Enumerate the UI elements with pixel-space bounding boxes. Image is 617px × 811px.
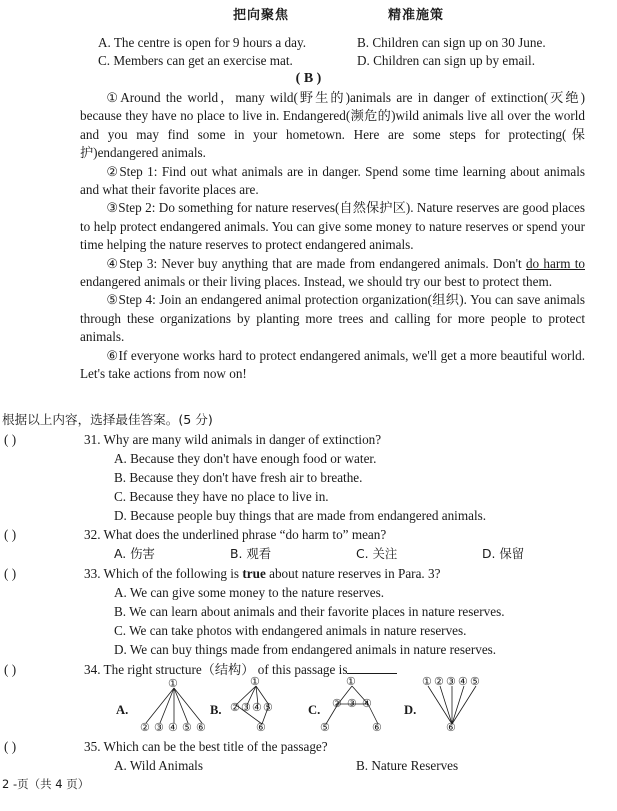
q32-option-d: D. 保留 — [482, 546, 525, 561]
q31-option-a: A. Because they don't have enough food or water. — [114, 451, 377, 466]
structure-label-a: A. — [116, 703, 129, 717]
diagram-b-node-5: ⑤ — [263, 702, 273, 714]
answer-blank-32[interactable]: ( ) — [4, 527, 17, 542]
answer-blank-35[interactable]: ( ) — [4, 739, 17, 754]
question-31-text: 31. Why are many wild animals in danger of extinction? — [84, 432, 382, 447]
diagram-a-node-4: ④ — [168, 722, 178, 734]
q35-option-b: B. Nature Reserves — [356, 758, 459, 773]
diagram-c-node-2: ② — [332, 698, 342, 710]
paragraph-4: ④Step 3: Never buy anything that are made from endangered animals. Don't do harm to endangered animals or their living places. Instead, we should try our best to protect them. — [80, 255, 585, 290]
paragraph-1: ①Around the world，many wild(野生的)animals are in danger of extinction(灭绝) because they have no place to live in. Endangered(濒危的)wild animals live all over the world and you may find some in your hometown. Here are some steps for protecting(保护)endangered animals. — [80, 90, 585, 161]
diagram-b-node-4: ④ — [252, 702, 262, 714]
paragraph-5: ⑤Step 4: Join an endangered animal protection organization(组织). You can save animals through these organizations by planting more trees and calling for more people to protect animals. — [80, 292, 585, 345]
diagram-c-node-4: ④ — [362, 698, 372, 710]
paragraph-3: ③Step 2: Do something for nature reserves(自然保护区). Nature reserves are good places to help protect endangered animals. You can give some money to nature reserves or spend your time helping the nature reserves to protect endangered animals. — [80, 200, 585, 253]
diagram-d-node-6: ⑥ — [446, 722, 456, 734]
question-35 — [4, 738, 604, 757]
question-31 — [4, 431, 604, 450]
q32-option-b: B. 观看 — [230, 546, 272, 561]
diagram-d-node-2: ② — [434, 676, 444, 688]
instructions: 根据以上内容，选择最佳答案。(5 分) — [2, 412, 213, 427]
paragraph-2: ②Step 1: Find out what animals are in danger. Spend some time learning about animals and what their favorite places are. — [80, 163, 585, 198]
prev-option-b: B. Children can sign up on 30 June. — [357, 35, 546, 50]
page-header — [0, 6, 617, 26]
prev-options-row-2 — [0, 52, 617, 71]
diagram-c-node-5: ⑤ — [320, 722, 330, 734]
diagram-d-node-5: ⑤ — [470, 676, 480, 688]
underlined-phrase: do harm to — [525, 255, 585, 271]
header-right-text: 精准施策 — [388, 7, 445, 22]
prev-option-a: A. The centre is open for 9 hours a day. — [98, 35, 307, 50]
diagram-b-node-1: ① — [250, 676, 260, 688]
diagram-d-node-1: ① — [422, 676, 432, 688]
question-32-text: 32. What does the underlined phrase “do harm to” mean? — [84, 527, 387, 542]
answer-line-34 — [347, 661, 397, 674]
question-32 — [4, 526, 604, 545]
q31-option-d: D. Because people buy things that are made from endangered animals. — [114, 508, 487, 523]
prev-option-c: C. Members can get an exercise mat. — [98, 53, 293, 68]
q33-option-b: B. We can learn about animals and their favorite places in nature reserves. — [114, 604, 505, 619]
diagram-b-node-6: ⑥ — [256, 722, 266, 734]
diagram-a-node-5: ⑤ — [182, 722, 192, 734]
structure-label-d: D. — [404, 703, 417, 717]
q31-option-b: B. Because they don't have fresh air to breathe. — [114, 470, 363, 485]
question-33-text: 33. Which of the following is true about nature reserves in Para. 3? — [84, 566, 441, 581]
q35-option-a: A. Wild Animals — [114, 758, 203, 773]
diagram-b-node-3: ③ — [241, 702, 251, 714]
diagram-c-node-6: ⑥ — [372, 722, 382, 734]
diagram-b-node-2: ② — [230, 702, 240, 714]
q31-option-c: C. Because they have no place to live in. — [114, 489, 329, 504]
q33-option-d: D. We can buy things made from endangered animals in nature reserves. — [114, 642, 497, 657]
answer-blank-31[interactable]: ( ) — [4, 432, 17, 447]
diagram-a-node-2: ② — [140, 722, 150, 734]
diagram-a-node-3: ③ — [154, 722, 164, 734]
q32-option-a: A. 伤害 — [114, 546, 155, 561]
header-left-text: 把向聚焦 — [233, 7, 290, 22]
reading-passage — [80, 89, 585, 384]
question-33 — [4, 565, 604, 584]
q32-option-c: C. 关注 — [356, 546, 398, 561]
diagram-c-node-1: ① — [346, 676, 356, 688]
answer-blank-33[interactable]: ( ) — [4, 566, 17, 581]
diagram-a-node-1: ① — [168, 678, 178, 690]
structure-label-b: B. — [210, 703, 222, 717]
q33-option-c: C. We can take photos with endangered animals in nature reserves. — [114, 623, 467, 638]
diagram-d-node-3: ③ — [446, 676, 456, 688]
structure-diagrams — [112, 678, 492, 738]
diagram-d-node-4: ④ — [458, 676, 468, 688]
prev-option-d: D. Children can sign up by email. — [357, 53, 535, 68]
question-35-text: 35. Which can be the best title of the passage? — [84, 739, 328, 754]
prev-options-row-1 — [0, 34, 617, 53]
diagram-a-node-6: ⑥ — [196, 722, 206, 734]
answer-blank-34[interactable]: ( ) — [4, 662, 17, 677]
structure-label-c: C. — [308, 703, 321, 717]
page-footer: 2 -页（共 4 页） — [2, 777, 90, 791]
paragraph-6: ⑥If everyone works hard to protect endangered animals, we'll get a more beautiful world. Let's take actions from now on! — [80, 347, 585, 382]
diagram-c-node-3: ③ — [347, 698, 357, 710]
section-title: ( B ) — [295, 71, 322, 86]
question-34-text: 34. The right structure（结构） of this passage is — [84, 661, 397, 679]
q33-option-a: A. We can give some money to the nature reserves. — [114, 585, 385, 600]
